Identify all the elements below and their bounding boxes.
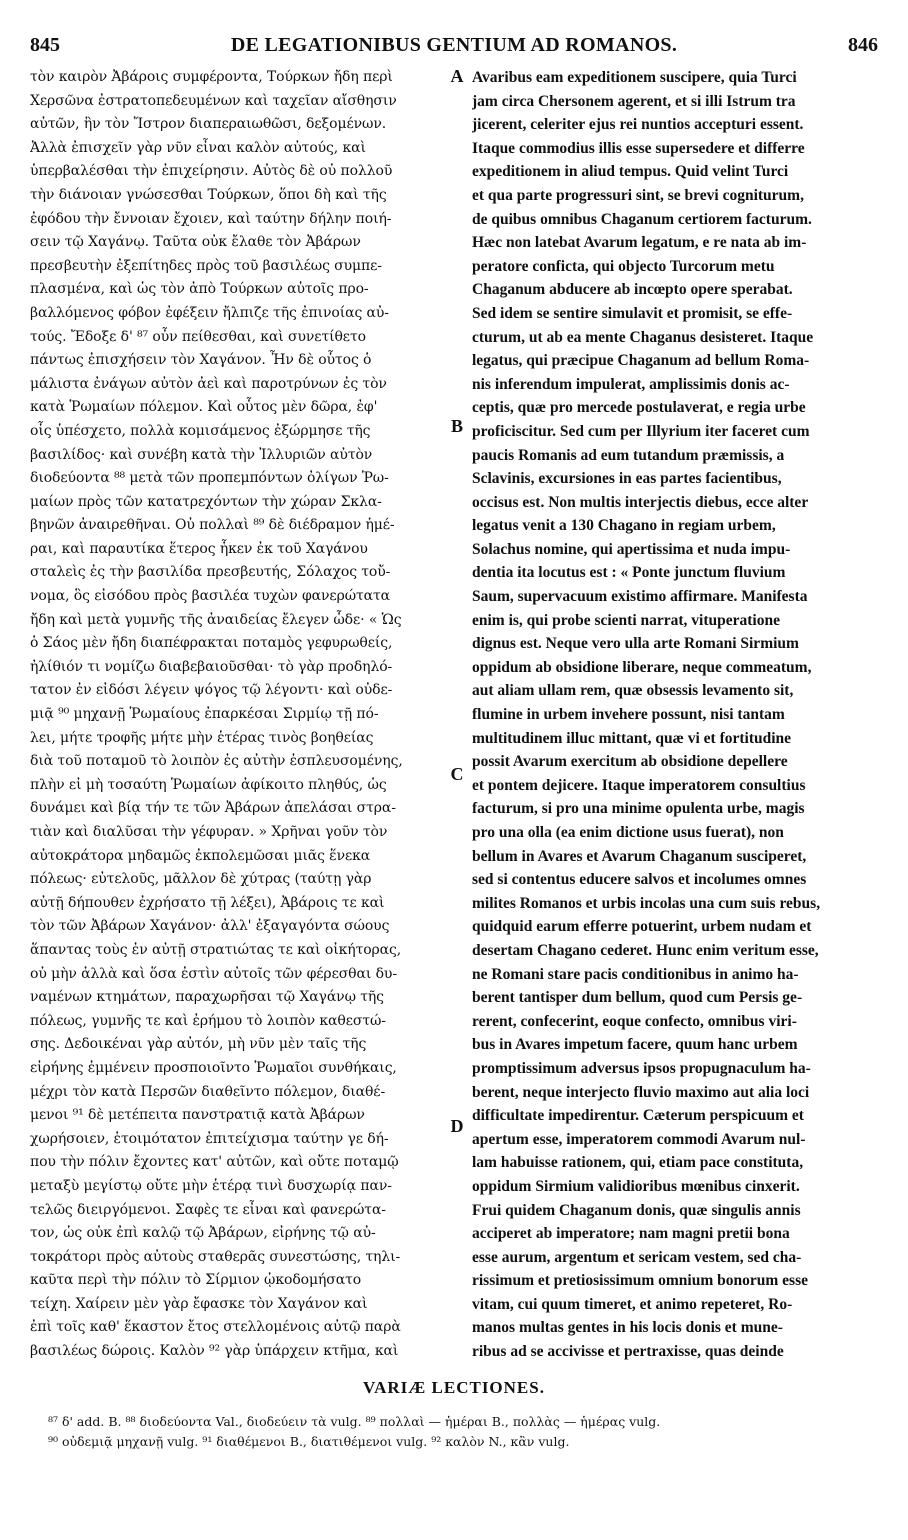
latin-text-line: paucis Romanis ad eum tutandum præmissis, a xyxy=(472,446,785,464)
latin-text-line: desertam Chagano cederet. Hunc enim veritum esse, xyxy=(472,941,819,959)
greek-text-line: τελῶς διειργόμενοι. Σαφὲς τε εἶναι καὶ φανερώτα- xyxy=(30,1201,386,1218)
latin-text-line: dignus est. Neque vero ulla arte Romani Sirmium xyxy=(472,635,799,653)
variae-lectiones-heading: VARIÆ LECTIONES. xyxy=(363,1378,545,1397)
latin-text-line: acciperet ab imperatore; nam magni pretii bona xyxy=(472,1225,790,1243)
latin-text-line: oppidum ab obsidione liberare, neque commeatum, xyxy=(472,658,812,676)
latin-text-line: Chaganum abducere ab incœpto opere sperabat. xyxy=(472,281,793,299)
latin-text-line: bus in Avares impetum facere, quum hanc urbem xyxy=(472,1036,798,1054)
latin-text-line: difficultate impedirentur. Cæterum perspicuum et xyxy=(472,1107,804,1125)
greek-text-line: τούς. Ἔδοξε δ' ⁸⁷ οὖν πείθεσθαι, καὶ συνετίθετο xyxy=(30,328,366,345)
latin-text-line: pro una olla (ea enim dictione usus fuerat), non xyxy=(472,824,784,841)
greek-text-line: τατον ἐν εἰδόσι λέγειν ψόγος τῷ λέγοντι· καὶ οὐδε- xyxy=(30,682,393,699)
margin-marker-c: C xyxy=(450,764,464,784)
latin-text-line: nis inferendum impulerat, amplissimis donis ac- xyxy=(472,375,790,393)
greek-text-line: βασιλίδος· καὶ συνέβη κατὰ τὴν Ἰλλυριῶν αὐτὸν xyxy=(30,446,373,463)
margin-marker-a: A xyxy=(450,66,464,86)
greek-text-line: ἤδη καὶ μετὰ γυμνῆς τῆς ἀναιδείας ἔλεγεν ὧδε· « Ὡς xyxy=(30,611,402,628)
greek-text-line: μέχρι τὸν κατὰ Περσῶν διαθεῖντο πόλεμον, διαθέ- xyxy=(30,1083,386,1100)
running-title: DE LEGATIONIBUS GENTIUM AD ROMANOS. xyxy=(230,34,678,56)
latin-text-line: de quibus omnibus Chaganum certiorem facturum. xyxy=(472,210,812,228)
latin-text-line: oppidum Sirmium validioribus mœnibus cinxerit. xyxy=(472,1177,800,1195)
greek-text-line: αὐτῶν, ἣν τὸν Ἴστρον διαπεραιωθῶσι, δεξομένων. xyxy=(30,116,387,133)
greek-text-line: ἐπὶ τοῖς καθ' ἕκαστον ἔτος στελλομένοις αὐτῷ παρὰ xyxy=(30,1319,401,1336)
greek-text-line: ὑπερβαλέσθαι τὴν ἐπιχείρησιν. Αὐτὸς δὲ οὐ πολλοῦ xyxy=(30,163,393,180)
latin-text-line: rissimum et pretiosissimum omnium bonorum esse xyxy=(472,1272,808,1290)
running-header xyxy=(30,34,878,60)
latin-text-line: Avaribus eam expeditionem suscipere, quia Turci xyxy=(472,69,797,86)
variant-readings-notes xyxy=(48,1412,888,1452)
latin-text-line: facturum, si pro una minime opulenta urbe, magis xyxy=(472,800,805,818)
latin-text-line: cturum, ut ab ea mente Chaganus desisteret. Itaque xyxy=(472,328,814,346)
latin-text-line: ne Romani stare pacis conditionibus in animo ha- xyxy=(472,965,799,983)
latin-text-line: possit Avarum exercitum ab obsidione depellere xyxy=(472,753,788,771)
latin-text-line: milites Romanos et urbis incolas una cum suis rebus, xyxy=(472,894,821,912)
latin-text-line: et pontem dejicere. Itaque imperatorem consultius xyxy=(472,776,806,794)
latin-text-line: berent, neque interjecto fluvio maximo aut alia loci xyxy=(472,1083,810,1101)
latin-text-line: Sed idem se sentire simulavit et promisit, se effe- xyxy=(472,304,793,322)
greek-text-line: ὁ Σάος μὲν ἤδη διαπέφρακται ποταμὸς γεφυρωθείς, xyxy=(30,635,393,652)
latin-text-line: sed si contentus educere salvos et incolumes omnes xyxy=(472,871,807,889)
latin-text-line: legatus venit a 130 Chagano in regiam urbem, xyxy=(472,517,776,535)
greek-text-line: μαίων πρὸς τῶν κατατρεχόντων τὴν χώραν Σκλα- xyxy=(30,493,382,510)
greek-text-line: ἠλίθιόν τι νομίζω διαβεβαιοῦσθαι· τὸ γὰρ προδηλό- xyxy=(30,658,393,675)
greek-text-line: Χερσῶνα ἐστρατοπεδευμένων καὶ ταχεῖαν αἴσθησιν xyxy=(30,92,397,109)
greek-text-line: πλὴν εἰ μὴ τοσαύτη Ῥωμαίων ἀφίκοιτο πληθύς, ὡς xyxy=(30,776,387,793)
greek-text-column xyxy=(30,66,446,1364)
latin-text-line: ceptis, quæ pro mercede postulaverat, e regia urbe xyxy=(472,399,806,417)
variant-note-line: ⁸⁷ δ' add. B. ⁸⁸ διοδεύοντα Val., διοδεύειν τὰ vulg. ⁸⁹ πολλαὶ — ἡμέραι B., πολλὰς — ἡμέρας vulg. xyxy=(48,1414,661,1429)
latin-text-line: apertum esse, imperatorem commodi Avarum nul- xyxy=(472,1130,806,1148)
greek-text-line: τὸν καιρὸν Ἀβάροις συμφέροντα, Τούρκων ἤδη περὶ xyxy=(30,69,393,85)
greek-text-line: πόλεως, γυμνῆς τε καὶ ἐρήμου τὸ λοιπὸν καθεστώ- xyxy=(30,1012,386,1029)
greek-text-line: Ἀλλὰ ἐπισχεῖν γὰρ νῦν εἶναι καλὸν αὐτούς, καὶ xyxy=(30,139,366,156)
greek-text-line: που τὴν πόλιν ἔχοντες κατ' αὐτῶν, καὶ οὔτε ποταμῷ xyxy=(30,1154,399,1171)
greek-text-line: διὰ τοῦ ποταμοῦ τὸ λοιπὸν ἐς αὐτὴν ἐσπλευσομένης, xyxy=(30,753,403,770)
greek-text-line: πρεσβευτὴν ἐξεπίτηδες πρὸς τοῦ βασιλέως συμπε- xyxy=(30,257,382,274)
greek-text-line: καῦτα περὶ τὴν πόλιν τὸ Σίρμιον ᾠκοδομήσατο xyxy=(30,1272,362,1289)
greek-text-line: μιᾷ ⁹⁰ μηχανῇ Ῥωμαίους ἐπαρκέσαι Σιρμίῳ τῇ πό- xyxy=(30,706,379,723)
latin-text-line: Sclavinis, excursiones in eas partes facientibus, xyxy=(472,470,782,488)
greek-text-line: λει, μήτε τροφῆς μήτε μὴν ἑτέρας τινὸς βοηθείας xyxy=(30,729,374,746)
greek-text-line: σης. Δεδοικέναι γὰρ αὐτόν, μὴ νῦν μὲν ταῖς τῆς xyxy=(30,1036,367,1053)
latin-text-line: jicerent, celeriter ejus rei nuntios accepturi essent. xyxy=(472,116,804,134)
latin-text-line: Frui quidem Chaganum donis, quæ singulis annis xyxy=(472,1201,801,1219)
greek-text-line: ναμένων κτημάτων, παραχωρῆσαι τῷ Χαγάνῳ τῆς xyxy=(30,989,384,1006)
greek-text-line: δυνάμει καὶ βίᾳ τήν τε τῶν Ἀβάρων ἀπελάσαι στρα- xyxy=(30,800,396,817)
latin-text-line: rerent, confecerint, eoque confecto, omnibus viri- xyxy=(472,1012,797,1030)
greek-text-line: διοδεύοντα ⁸⁸ μετὰ τῶν προπεμπόντων ὀλίγων Ῥω- xyxy=(30,470,389,487)
greek-text-line: χωρήσοιεν, ἑτοιμότατον ἐπιτείχισμα ταύτην γε δή- xyxy=(30,1130,389,1147)
greek-text-line: τιὰν καὶ διαλῦσαι τὴν γέφυραν. » Χρῆναι γοῦν τὸν xyxy=(30,824,388,840)
greek-text-line: βαλλόμενος φόβον ἐφέξειν ἤλπιζε τῆς ἐπινοίας αὐ- xyxy=(30,304,389,321)
latin-text-line: Hæc non latebat Avarum legatum, e re nata ab im- xyxy=(472,234,807,252)
latin-text-line: manos multas gentes in his locis donis et mune- xyxy=(472,1319,783,1337)
variant-note-line: ⁹⁰ οὐδεμιᾷ μηχανῇ vulg. ⁹¹ διαθέμενοι B., διατιθέμενοι vulg. ⁹² καλὸν N., κἂν vulg. xyxy=(48,1434,570,1449)
greek-text-line: μεταξὺ μεγίστῳ οὔτε μὴν ἑτέρᾳ τινὶ δυσχωρίᾳ παν- xyxy=(30,1177,392,1194)
greek-text-line: σταλεὶς ἐς τὴν βασιλίδα πρεσβευτής, Σόλαχος τοὔ- xyxy=(30,564,391,581)
latin-text-line: enim is, qui probe scienti narrat, vituperatione xyxy=(472,611,780,629)
greek-text-line: πάντως ἐπισχήσειν τὸν Χαγάνον. Ἦν δὲ οὗτος ὁ xyxy=(30,352,372,369)
latin-text-line: proficiscitur. Sed cum per Illyrium iter faceret cum xyxy=(472,422,810,440)
latin-text-line: quidquid earum efferre potuerint, urbem nudam et xyxy=(472,918,812,936)
greek-text-line: σειν τῷ Χαγάνῳ. Ταῦτα οὐκ ἔλαθε τὸν Ἀβάρων xyxy=(30,234,361,251)
greek-text-line: μενοι ⁹¹ δὲ μετέπειτα πανστρατιᾷ κατὰ Ἀβάρων xyxy=(30,1107,365,1124)
greek-text-line: ἅπαντας τοὺς ἐν αὐτῇ στρατιώτας τε καὶ οἰκήτορας, xyxy=(30,941,402,958)
greek-text-line: οὐ μὴν ἀλλὰ καὶ ὅσα ἐστὶν αὐτοῖς τῶν φέρεσθαι δυ- xyxy=(30,965,397,982)
greek-text-line: οἷς ὑπέσχετο, πολλὰ κομισάμενος ἐξώρμησε τῆς xyxy=(30,422,371,439)
latin-text-line: esse aurum, argentum et sericam vestem, sed cha- xyxy=(472,1248,802,1266)
latin-text-line: jam circa Chersonem agerent, et si illi Istrum tra xyxy=(472,92,796,110)
greek-text-line: αὐτοκράτορα μηδαμῶς ἐκπολεμῶσαι μιᾶς ἕνεκα xyxy=(30,847,371,864)
greek-text-line: αὐτῇ δήπουθεν ἐχρήσατο τῇ λέξει), Ἀβάροις τε καὶ xyxy=(30,894,385,911)
latin-text-line: occisus est. Non multis interjectis diebus, ecce alter xyxy=(472,493,809,511)
latin-text-line: flumine in urbem invehere possunt, nisi tantam xyxy=(472,706,785,724)
latin-text-line: Saum, supervacuum existimo affirmare. Manifesta xyxy=(472,588,808,606)
latin-text-line: et qua parte progressuri sint, se brevi cogniturum, xyxy=(472,186,804,204)
latin-text-line: dentia ita locutus est : « Ponte junctum fluvium xyxy=(472,564,786,582)
greek-text-line: τείχη. Χαίρειν μὲν γὰρ ἔφασκε τὸν Χαγάνον καὶ xyxy=(30,1295,368,1312)
greek-text-line: τὸν τῶν Ἀβάρων Χαγάνον· ἀλλ' ἐξαγαγόντα σώους xyxy=(30,918,390,935)
latin-text-line: promptissimum adversus ipsos propugnaculum ha- xyxy=(472,1059,811,1077)
greek-text-line: τοκράτορι πρὸς αὐτοὺς σταθερᾶς συνεστώσης, τηλι- xyxy=(30,1248,401,1265)
greek-text-line: τον, ὡς οὐκ ἐπὶ καλῷ τῷ Ἀβάρων, εἰρήνης τῷ αὐ- xyxy=(30,1225,376,1242)
latin-text-line: bellum in Avares et Avarum Chaganum susciperet, xyxy=(472,847,807,865)
margin-marker-b: B xyxy=(450,416,463,436)
greek-text-line: ραι, καὶ παραυτίκα ἕτερος ἧκεν ἐκ τοῦ Χαγάνου xyxy=(30,540,368,557)
greek-text-line: νομα, ὃς εἰσόδου πρὸς βασιλέα τυχὼν φανερώτατα xyxy=(30,588,391,605)
greek-text-line: τὴν διάνοιαν γνώσεσθαι Τούρκων, ὅποι δὴ καὶ τῆς xyxy=(30,186,387,203)
greek-text-line: πλασμένα, καὶ ὡς τὸν ἀπὸ Τούρκων αὐτοῖς προ- xyxy=(30,281,369,298)
page-number-right: 846 xyxy=(848,34,878,56)
latin-text-column xyxy=(472,66,880,1364)
page-number-left: 845 xyxy=(30,34,60,56)
latin-text-line: lam habuisse rationem, qui, etiam pace constituta, xyxy=(472,1154,804,1172)
greek-text-line: πόλεως· εὐτελοῦς, μᾶλλον δὲ χύτρας (ταύτῃ γὰρ xyxy=(30,871,372,888)
latin-text-line: aut aliam ullam rem, quæ obsessis levamento sit, xyxy=(472,682,794,700)
latin-text-line: Itaque commodius illis esse supersedere et differre xyxy=(472,139,805,157)
latin-text-line: Solachus nomine, qui apertissima et nuda impu- xyxy=(472,540,791,558)
greek-text-line: ἐφόδου τὴν ἔννοιαν ἔχοιεν, καὶ ταύτην δήλην ποιή- xyxy=(30,210,392,227)
greek-text-line: βηνῶν ἀναιρεθῆναι. Οὐ πολλαὶ ⁸⁹ δὲ διέδραμον ἡμέ- xyxy=(30,517,395,534)
greek-text-line: κατὰ Ῥωμαίων πόλεμον. Καὶ οὗτος μὲν δῶρα, ἐφ' xyxy=(30,399,378,416)
margin-marker-d: D xyxy=(450,1116,464,1136)
latin-text-line: expeditionem in aliud tempus. Quid velint Turci xyxy=(472,163,789,181)
latin-text-line: vitam, cui quum timeret, et animo repeteret, Ro- xyxy=(472,1295,793,1313)
latin-text-line: berent tantisper dum bellum, quod cum Persis ge- xyxy=(472,989,803,1007)
latin-text-line: peratore conficta, qui objecto Turcorum metu xyxy=(472,257,775,275)
latin-text-line: legatus, qui præcipue Chaganum ad bellum Roma- xyxy=(472,352,810,370)
latin-text-line: ribus ad se accivisse et pertraxisse, quas deinde xyxy=(472,1343,784,1361)
greek-text-line: εἰρήνης ἐμμένειν προσποιοῖντο Ῥωμαῖοι συνθήκαις, xyxy=(30,1059,397,1076)
greek-text-line: μάλιστα ἐνάγων αὐτὸν ἀεὶ καὶ παροτρύνων ἐς τὸν xyxy=(30,375,387,392)
latin-text-line: multitudinem illuc mittant, quæ vi et fortitudine xyxy=(472,729,792,747)
greek-text-line: βασιλέως δώροις. Καλὸν ⁹² γὰρ ὑπάρχειν κτῆμα, καὶ xyxy=(30,1343,399,1360)
